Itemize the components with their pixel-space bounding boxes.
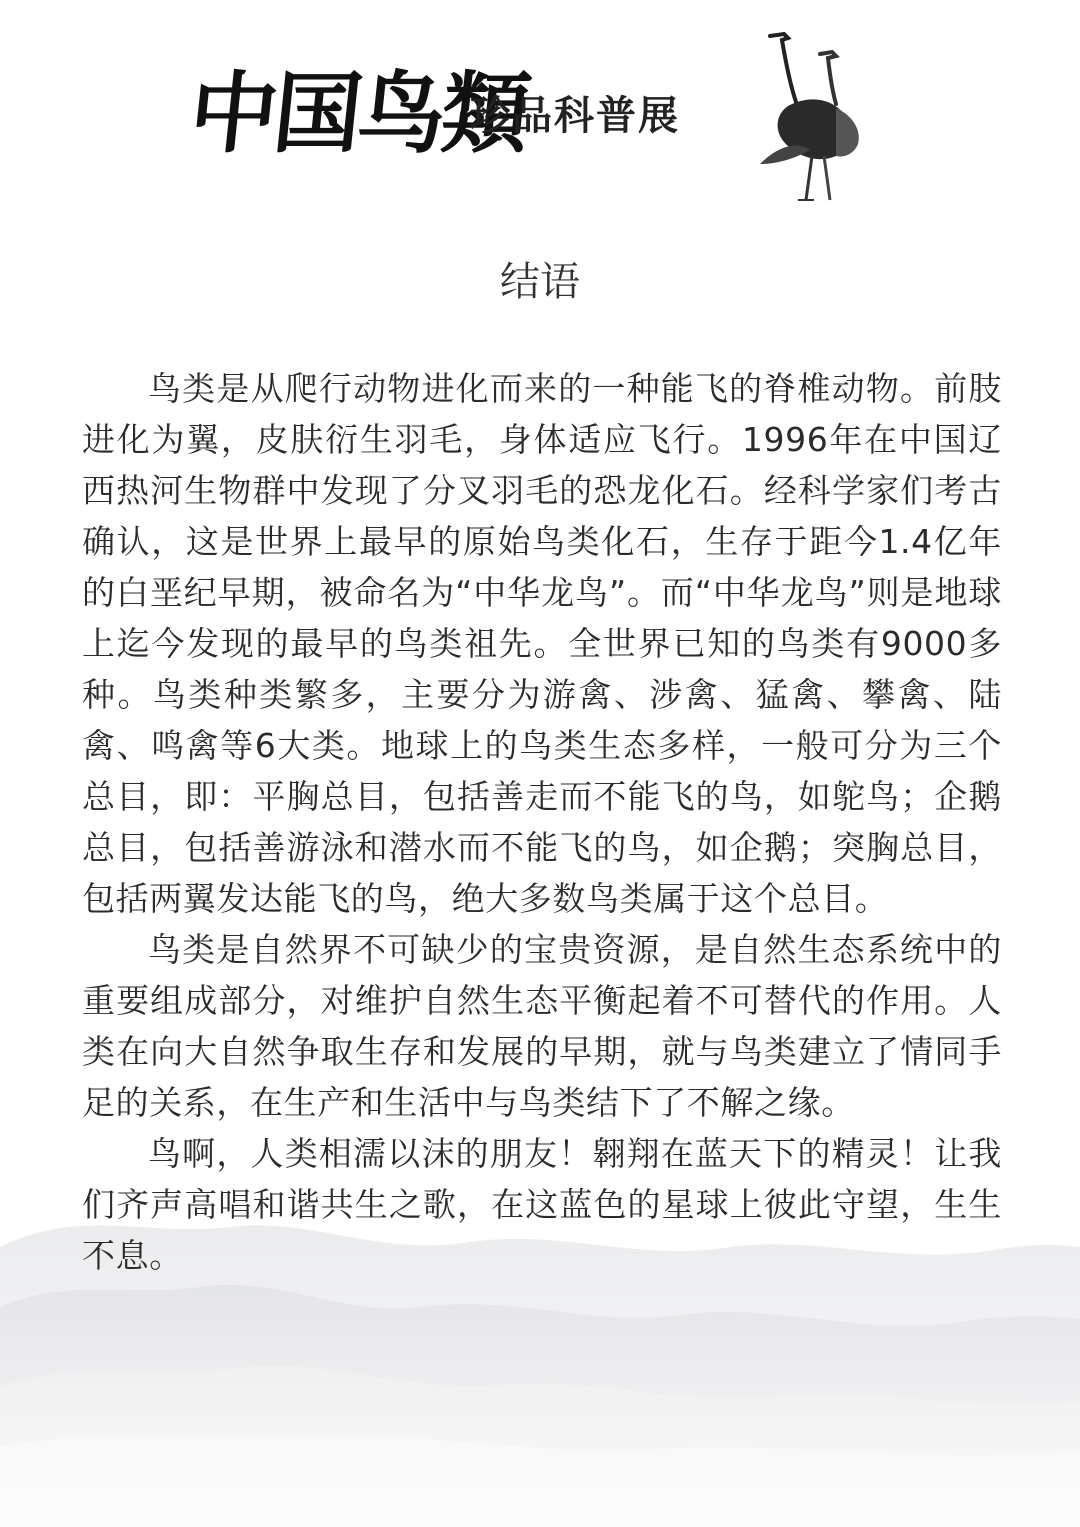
article-body <box>82 363 1002 1281</box>
paragraph-ecology: 鸟类是自然界不可缺少的宝贵资源，是自然生态系统中的重要组成部分，对维护自然生态平衡起着不可替代的作用。人类在向大自然争取生存和发展的早期，就与鸟类建立了情同手足的关系，在生产和生活中与鸟类结下了不解之缘。 <box>82 930 1002 1122</box>
crane-pair-icon <box>740 24 870 204</box>
section-title: 结语 <box>500 259 580 305</box>
paragraph-closing: 鸟啊，人类相濡以沫的朋友！翱翔在蓝天下的精灵！让我们齐声高唱和谐共生之歌，在这蓝色的星球上彼此守望，生生不息。 <box>82 1134 1002 1275</box>
exhibition-header <box>0 0 1080 220</box>
banner-main-title: 中国鸟類 <box>184 61 532 165</box>
banner-subtitle: 珍品科普展 <box>470 92 680 139</box>
paragraph-evolution: 鸟类是从爬行动物进化而来的一种能飞的脊椎动物。前肢进化为翼，皮肤衍生羽毛，身体适应飞行。1996年在中国辽西热河生物群中发现了分叉羽毛的恐龙化石。经科学家们考古确认，这是世界上最早的原始鸟类化石，生存于距今1.4亿年的白垩纪早期，被命名为“中华龙鸟”。而“中华龙鸟”则是地球上迄今发现的最早的鸟类祖先。全世界已知的鸟类有9000多种。鸟类种类繁多，主要分为游禽、涉禽、猛禽、攀禽、陆禽、鸣禽等6大类。地球上的鸟类生态多样，一般可分为三个总目，即：平胸总目，包括善走而不能飞的鸟，如鸵鸟；企鹅总目，包括善游泳和潜水而不能飞的鸟，如企鹅；突胸总目，包括两翼发达能飞的鸟，绝大多数鸟类属于这个总目。 <box>82 369 1002 918</box>
